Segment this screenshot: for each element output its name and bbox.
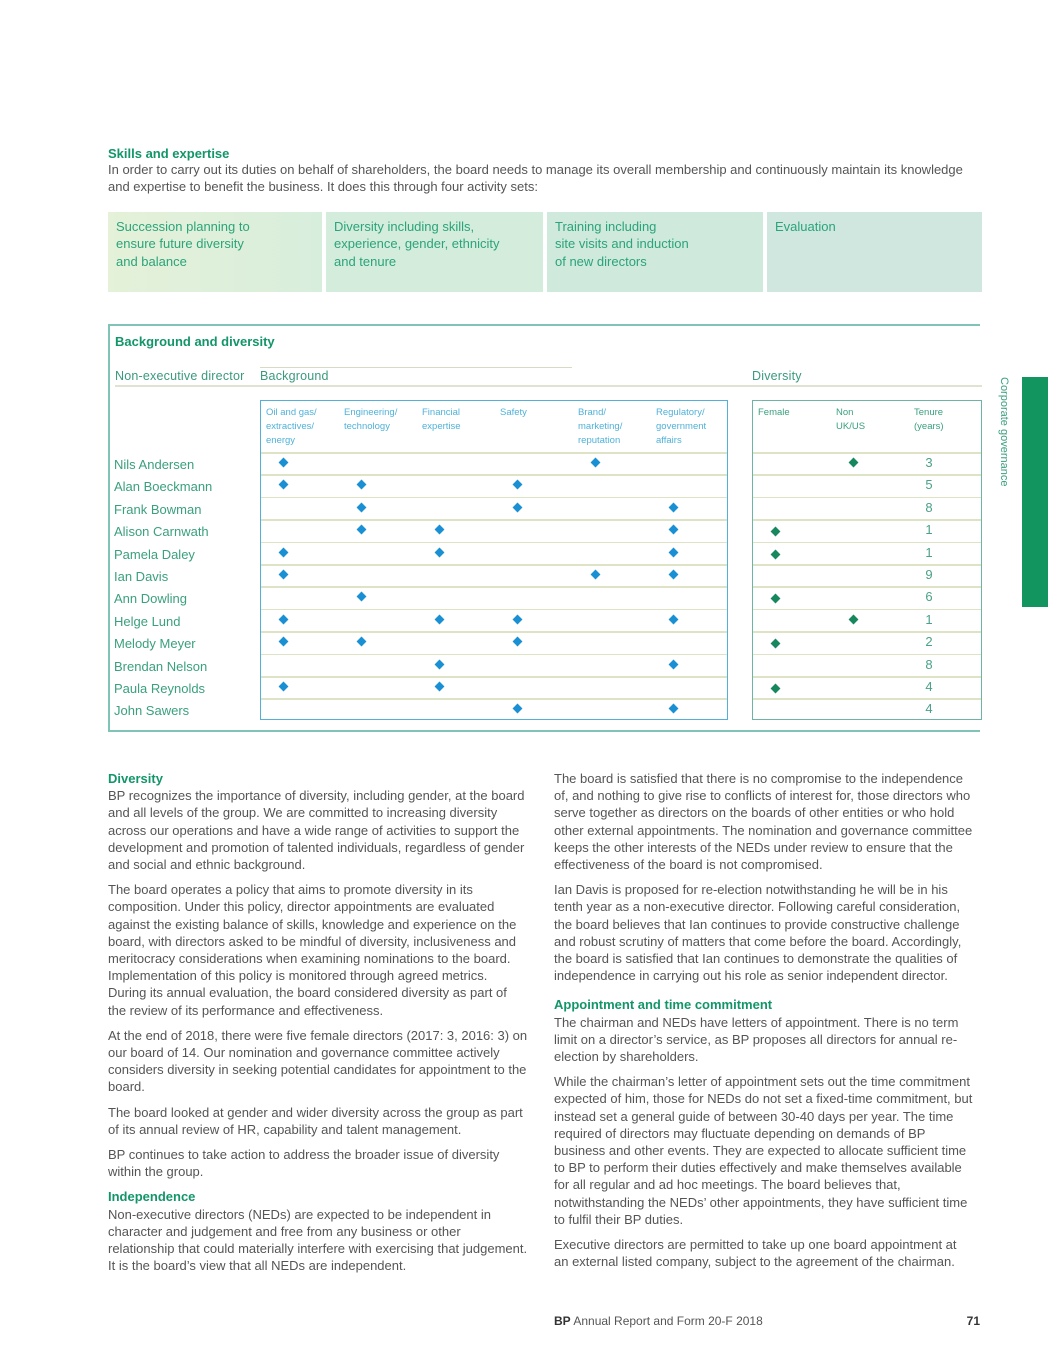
tenure-value: 8 <box>925 656 933 672</box>
background-marker-icon <box>279 458 289 468</box>
background-marker-icon <box>591 458 601 468</box>
col-line: marketing/ <box>578 421 623 432</box>
section-tab-marker <box>1022 377 1048 607</box>
paragraph: Ian Davis is proposed for re-election notwithstanding he will be in his tenth year as a non-executive director. Following careful consideration, the board believes that Ian continues to provide constructive challenge and robust scrutiny of matters that come before the board. Accordingly, the board is satisfied that Ian continues to demonstrate the qualities of independence in carrying out his role as senior independent director. <box>554 882 962 984</box>
bg-col-safety <box>500 406 527 420</box>
background-marker-icon <box>435 614 445 624</box>
director-name: Helge Lund <box>114 613 181 629</box>
background-marker-icon <box>435 525 445 535</box>
divider <box>260 367 572 368</box>
footer-title: Annual Report and Form 20-F 2018 <box>573 1314 763 1328</box>
col-line: reputation <box>578 435 621 446</box>
row-divider <box>753 698 981 700</box>
background-marker-icon <box>357 637 367 647</box>
activity-succession-planning <box>108 212 322 292</box>
background-marker-icon <box>669 614 679 624</box>
row-divider <box>261 676 727 678</box>
background-diversity-table <box>108 324 980 732</box>
col-line: Safety <box>500 407 527 418</box>
section-label-text: Corporate governance <box>998 377 1010 487</box>
right-column <box>554 770 974 1278</box>
col-line: technology <box>344 421 390 432</box>
col-line: Regulatory/ <box>656 407 705 418</box>
female-marker-icon <box>771 527 781 537</box>
col-line: UK/US <box>836 421 866 432</box>
paragraph: The board is satisfied that there is no compromise to the independence of, and nothing to give rise to conflicts of interest for, those directors who serve together as directors on the boards of other entities or who hold other external appointments. The nomination and governance committee keeps the other interests of the NEDs under review to ensure that the effectiveness of the board is not compromised. <box>554 771 973 873</box>
director-name: Ann Dowling <box>114 591 187 607</box>
background-marker-icon <box>357 592 367 602</box>
row-divider <box>753 542 981 544</box>
tenure-value: 5 <box>925 477 933 493</box>
non-uk-us-marker-icon <box>849 458 859 468</box>
row-divider <box>261 631 727 633</box>
background-marker-icon <box>669 659 679 669</box>
background-marker-icon <box>669 570 679 580</box>
tenure-value: 1 <box>925 611 933 627</box>
background-marker-icon <box>279 547 289 557</box>
dv-col-female <box>758 406 790 420</box>
row-divider <box>261 654 727 656</box>
paragraph: BP continues to take action to address the broader issue of diversity within the group. <box>108 1147 500 1180</box>
left-column <box>108 770 528 1282</box>
col-line: Brand/ <box>578 407 606 418</box>
tenure-value: 1 <box>925 544 933 560</box>
activity-training <box>547 212 763 292</box>
footer <box>554 1314 980 1328</box>
row-divider <box>753 609 981 611</box>
tenure-value: 4 <box>925 701 933 717</box>
background-marker-icon <box>591 570 601 580</box>
activity-line: and balance <box>116 253 187 269</box>
row-divider <box>753 519 981 521</box>
row-divider <box>261 586 727 588</box>
director-name: Ian Davis <box>114 569 169 584</box>
paragraph: The board looked at gender and wider diversity across the group as part of its annual review of HR, capability and talent management. <box>108 1104 523 1137</box>
paragraph: At the end of 2018, there were five female directors (2017: 3, 2016: 3) on our board of 14. Our nomination and governance committee actively considers diversity in seeking potential candidates for appointment to the board. <box>108 1027 528 1095</box>
tenure-value: 6 <box>925 589 933 605</box>
independence-heading: Independence <box>108 1189 196 1205</box>
director-name: Alan Boeckmann <box>114 479 213 495</box>
background-marker-icon <box>357 525 367 535</box>
background-marker-icon <box>357 480 367 490</box>
col-line: Financial <box>422 407 461 418</box>
paragraph: Non-executive directors (NEDs) are expected to be independent in character and judgement and free from any business or other relationship that could materially interfere with exercising that judgement. It is the board’s view that all NEDs are independent. <box>108 1206 528 1274</box>
skills-section <box>108 146 988 195</box>
female-marker-icon <box>771 684 781 694</box>
col-head-ned: Non-executive director <box>115 369 245 383</box>
background-marker-icon <box>435 682 445 692</box>
col-line: expertise <box>422 421 461 432</box>
tenure-value: 3 <box>925 455 933 470</box>
row-divider <box>261 542 727 544</box>
col-line: extractives/ <box>266 421 315 432</box>
skills-intro: In order to carry out its duties on behalf of shareholders, the board needs to manage its overall membership and continuously maintain its knowledge and expertise to benefit the business. It does this through four activity sets: <box>108 162 963 195</box>
page-number: 71 <box>966 1314 980 1328</box>
activity-line: Diversity including skills, <box>334 219 475 234</box>
col-line: Engineering/ <box>344 407 398 418</box>
background-marker-icon <box>279 570 289 580</box>
activity-diversity <box>326 212 543 292</box>
bg-col-regulatory <box>656 406 706 448</box>
background-marker-icon <box>357 502 367 512</box>
col-line: Female <box>758 407 790 418</box>
director-name: Paula Reynolds <box>114 681 206 696</box>
background-marker-icon <box>279 614 289 624</box>
director-name: Alison Carnwath <box>114 524 209 540</box>
background-marker-icon <box>279 480 289 490</box>
row-divider <box>753 564 981 566</box>
tenure-value: 9 <box>925 567 933 582</box>
director-name: Brendan Nelson <box>114 658 208 674</box>
background-marker-icon <box>435 547 445 557</box>
diversity-heading: Diversity <box>108 771 163 786</box>
row-divider <box>753 474 981 476</box>
background-marker-icon <box>669 547 679 557</box>
dv-col-tenure <box>914 406 944 434</box>
col-line: (years) <box>914 421 944 432</box>
paragraph: Executive directors are permitted to take up one board appointment at an external listed company, subject to the agreement of the chairman. <box>554 1237 957 1270</box>
background-grid <box>260 400 728 720</box>
background-marker-icon <box>513 637 523 647</box>
col-line: energy <box>266 435 296 446</box>
tenure-value: 1 <box>925 522 933 538</box>
col-head-background: Background <box>260 369 329 383</box>
bg-col-financial <box>422 406 461 434</box>
divider <box>115 385 982 387</box>
activity-line: ensure future diversity <box>116 236 244 252</box>
col-line: Non <box>836 407 854 418</box>
activity-line: Succession planning to <box>116 219 250 234</box>
col-line: affairs <box>656 435 682 446</box>
row-divider <box>261 609 727 611</box>
background-marker-icon <box>669 525 679 535</box>
activity-line: and tenure <box>334 253 397 269</box>
row-divider <box>261 474 727 476</box>
activity-line: site visits and induction <box>555 236 689 252</box>
director-name: Nils Andersen <box>114 457 195 472</box>
tenure-value: 4 <box>925 679 933 694</box>
paragraph: The board operates a policy that aims to promote diversity in its composition. Under this policy, director appointments are evaluated against the existing balance of skills, knowledge and experience on the board, with directors asked to be mindful of diversity, inclusiveness and meritocracy considerations when examining nominations to the board. Implementation of this policy is monitored through agreed metrics. During its annual evaluation, the board considered diversity as part of the review of its performance and effectiveness. <box>108 882 517 1018</box>
paragraph: BP recognizes the importance of diversity, including gender, at the board and all levels of the group. We are committed to increasing diversity across our operations and have a wide range of activities to support the development and promotion of talented individuals, regardless of gender and social and ethnic background. <box>108 788 525 873</box>
diversity-grid <box>752 400 982 720</box>
bg-col-oil-gas <box>266 406 317 448</box>
background-marker-icon <box>513 614 523 624</box>
row-divider <box>753 452 981 454</box>
activity-line: experience, gender, ethnicity <box>334 236 500 252</box>
footer-brand: BP <box>554 1314 571 1328</box>
background-marker-icon <box>513 704 523 714</box>
row-divider <box>261 497 727 499</box>
row-divider <box>261 564 727 566</box>
background-marker-icon <box>513 480 523 490</box>
row-divider <box>753 497 981 499</box>
background-marker-icon <box>279 682 289 692</box>
dv-col-non-uk-us <box>836 406 865 434</box>
background-marker-icon <box>669 704 679 714</box>
activity-line: of new directors <box>555 253 647 269</box>
female-marker-icon <box>771 549 781 559</box>
row-divider <box>261 698 727 700</box>
director-name: Pamela Daley <box>114 546 195 562</box>
col-line: Oil and gas/ <box>266 407 317 418</box>
activity-evaluation <box>767 212 982 292</box>
skills-title: Skills and expertise <box>108 146 230 161</box>
row-divider <box>753 586 981 588</box>
background-marker-icon <box>513 502 523 512</box>
background-marker-icon <box>669 502 679 512</box>
tenure-value: 8 <box>925 499 933 515</box>
paragraph: The chairman and NEDs have letters of appointment. There is no term limit on a director’s service, as BP proposes all directors for annual re-election by shareholders. <box>554 1014 959 1065</box>
non-uk-us-marker-icon <box>849 614 859 624</box>
female-marker-icon <box>771 639 781 649</box>
row-divider <box>261 452 727 454</box>
director-name: Melody Meyer <box>114 636 196 652</box>
row-divider <box>753 676 981 678</box>
table-title: Background and diversity <box>115 334 275 349</box>
female-marker-icon <box>771 594 781 604</box>
col-line: government <box>656 421 707 432</box>
activity-line: Evaluation <box>775 219 836 234</box>
col-head-diversity: Diversity <box>752 369 802 383</box>
row-divider <box>261 519 727 521</box>
row-divider <box>753 631 981 633</box>
director-name: John Sawers <box>114 703 190 719</box>
activity-line: Training including <box>555 219 657 234</box>
activity-sets <box>108 212 980 292</box>
director-name: Frank Bowman <box>114 501 202 517</box>
paragraph: While the chairman’s letter of appointment sets out the time commitment expected of him, those for NEDs do not set a fixed-time commitment, but instead set a general guide of between 30-40 days per year. The time required of directors may fluctuate depending on demands of BP business and other events. They are expected to allocate sufficient time to BP to perform their duties effectively and make themselves available for all regular and ad hoc meetings. The board believes that, notwithstanding the NEDs’ other appointments, they have sufficient time to fulfil their BP duties. <box>554 1074 973 1227</box>
background-marker-icon <box>279 637 289 647</box>
background-marker-icon <box>435 659 445 669</box>
row-divider <box>753 654 981 656</box>
col-line: Tenure <box>914 407 944 418</box>
bg-col-engineering <box>344 406 397 434</box>
tenure-value: 2 <box>925 634 933 650</box>
bg-col-brand <box>578 406 622 448</box>
appointment-heading: Appointment and time commitment <box>554 997 773 1013</box>
section-label <box>996 377 1020 607</box>
